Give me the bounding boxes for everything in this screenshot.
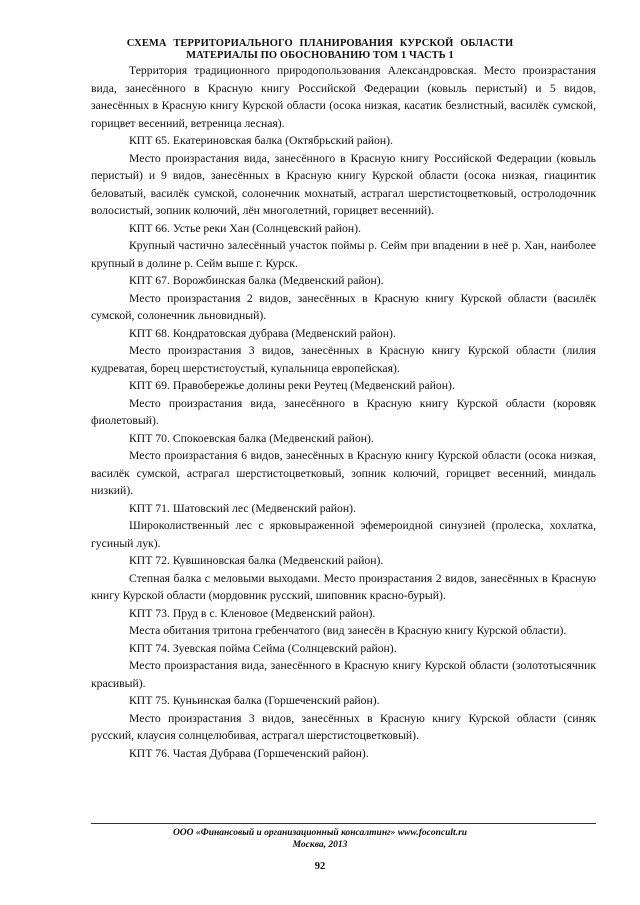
header-subtitle: МАТЕРИАЛЫ ПО ОБОСНОВАНИЮ ТОМ 1 ЧАСТЬ 1 — [186, 50, 454, 61]
paragraph: Место произрастания 3 видов, занесённых в Красную книгу Курской области (лилия кудреватая, борец шерстистоустый, купальница европейская). — [91, 344, 596, 375]
paragraph: Широколиственный лес с ярковыраженной эфемероидной синузией (пролеска, хохлатка, гусиный лук). — [91, 519, 596, 550]
section-heading: КПТ 75. Куньинская балка (Горшеченский район). — [129, 694, 380, 707]
footer-company: ООО «Финансовый и организационный консалтинг» www.foconcult.ru — [172, 828, 468, 838]
footer-city-year: Москва, 2013 — [292, 839, 348, 850]
header-title: СХЕМА ТЕРРИТОРИАЛЬНОГО ПЛАНИРОВАНИЯ КУРСКОЙ ОБЛАСТИ — [126, 38, 514, 49]
page-footer — [0, 828, 640, 851]
paragraph: Место произрастания вида, занесённого в Красную книгу Курской области (золототысячник красивый). — [91, 659, 596, 690]
section-heading: КПТ 67. Ворожбинская балка (Медвенский район). — [129, 274, 384, 287]
page-number: 92 — [314, 861, 326, 872]
section-heading: КПТ 71. Шатовский лес (Медвенский район). — [129, 501, 356, 515]
section-heading: КПТ 65. Екатериновская балка (Октябрьский район). — [129, 134, 393, 147]
section-heading: КПТ 74. Зуевская пойма Сейма (Солнцевский район). — [129, 641, 397, 655]
paragraph: Место произрастания 2 видов, занесённых в Красную книгу Курской области (василёк сумской, солонечник льновидный). — [91, 291, 596, 322]
section-heading: КПТ 66. Устье реки Хан (Солнцевский район). — [129, 221, 361, 235]
paragraph: Места обитания тритона гребенчатого (вид занесён в Красную книгу Курской области). — [129, 624, 567, 637]
section-heading: КПТ 72. Кувшиновская балка (Медвенский район). — [129, 554, 384, 567]
section-heading: КПТ 69. Правобережье долины реки Реутец (Медвенский район). — [129, 379, 455, 392]
section-heading: КПТ 73. Пруд в с. Кленовое (Медвенский район). — [129, 606, 376, 620]
section-heading: КПТ 76. Частая Дубрава (Горшеченский район). — [129, 746, 369, 760]
paragraph: Степная балка с меловыми выходами. Место произрастания 2 видов, занесённых в Красную книгу Курской области (мордовник русский, шиповник красно-бурый). — [91, 571, 596, 602]
paragraph: Территория традиционного природопользования Александровская. Место произрастания вида, занесённого в Красную книгу Российской Федерации (ковыль перистый) и 5 видов, занесённых в Красную книгу Курской области (осока низкая, касатик безлистный, василёк сумской, горицвет весенний, ветреница лесная). — [91, 64, 596, 130]
paragraph: Крупный частично залесённый участок поймы р. Сейм при впадении в неё р. Хан, наиболее крупный в долине р. Сейм выше г. Курск. — [91, 239, 596, 270]
document-body — [91, 62, 596, 762]
paragraph: Место произрастания вида, занесённого в Красную книгу Российской Федерации (ковыль перистый) и 9 видов, занесённых в Красную книгу Курской области (осока низкая, гиацинтик беловатый, василёк сумской, солонечник мохнатый, астрагал шерстистоцветковый, остролодочник волосистый, зопник колючий, лён многолетний, горицвет весенний). — [91, 151, 596, 217]
footer-divider — [91, 823, 596, 824]
section-heading: КПТ 70. Спокоевская балка (Медвенский район). — [129, 431, 374, 445]
paragraph: Место произрастания вида, занесённого в Красную книгу Курской области (коровяк фиолетовый). — [91, 396, 596, 427]
section-heading: КПТ 68. Кондратовская дубрава (Медвенский район). — [129, 326, 396, 340]
paragraph: Место произрастания 6 видов, занесённых в Красную книгу Курской области (осока низкая, василёк сумской, астрагал шерстистоцветковый, зопник колючий, горицвет весенний, миндаль низкий). — [91, 449, 596, 497]
paragraph: Место произрастания 3 видов, занесённых в Красную книгу Курской области (синяк русский, клаусия солнцелюбивая, астрагал шерстистоцветковый). — [91, 711, 596, 742]
page-header — [0, 38, 640, 62]
